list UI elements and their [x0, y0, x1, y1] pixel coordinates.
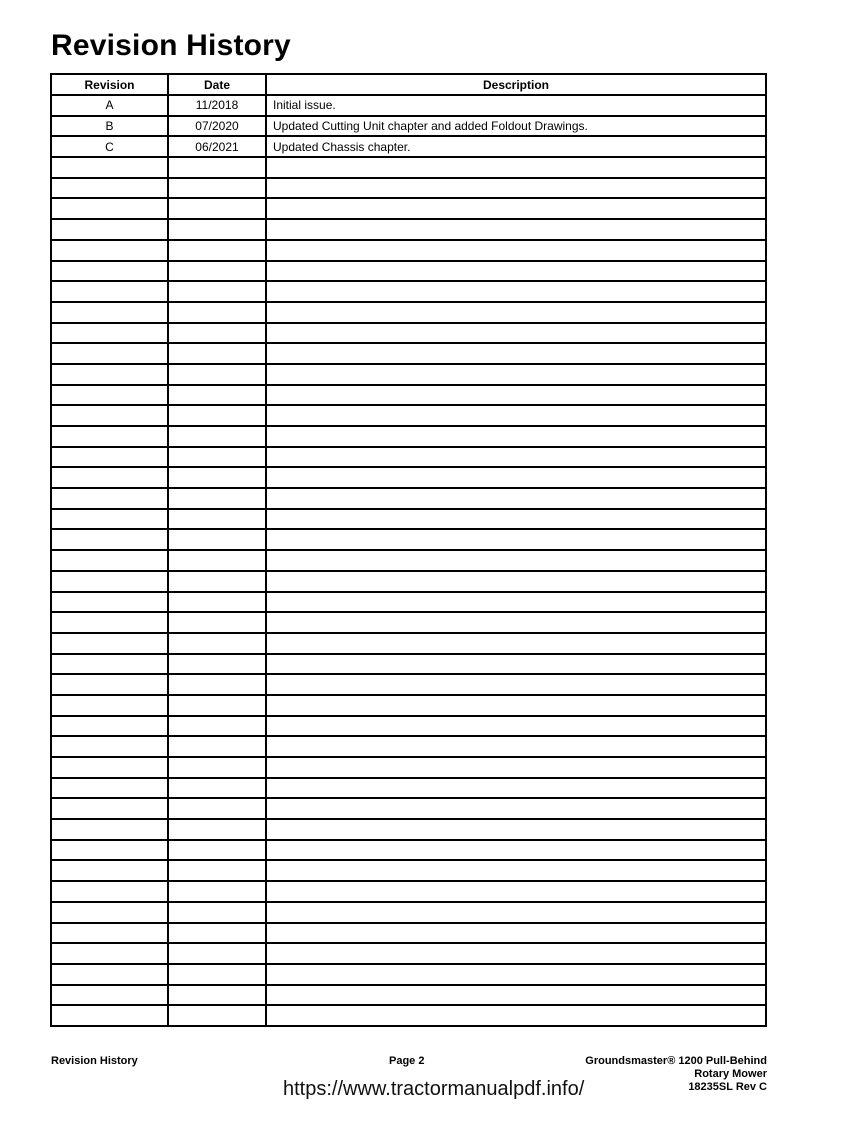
description-cell [266, 343, 766, 364]
table-row-empty [51, 157, 766, 178]
table-row-empty [51, 240, 766, 261]
revision-cell [51, 157, 168, 178]
footer-product-info [585, 1055, 767, 1094]
revision-cell [51, 529, 168, 550]
description-cell [266, 612, 766, 633]
revision-cell [51, 281, 168, 302]
date-cell [168, 840, 266, 861]
description-cell [266, 550, 766, 571]
table-row-empty [51, 757, 766, 778]
date-cell [168, 633, 266, 654]
description-cell [266, 695, 766, 716]
description-cell [266, 323, 766, 344]
revision-cell [51, 633, 168, 654]
date-cell [168, 819, 266, 840]
table-row-empty [51, 902, 766, 923]
date-cell [168, 612, 266, 633]
date-cell [168, 219, 266, 240]
table-row-empty [51, 385, 766, 406]
description-cell [266, 736, 766, 757]
column-header-description: Description [266, 74, 766, 95]
description-cell [266, 964, 766, 985]
revision-history-table [50, 73, 767, 1027]
description-cell [266, 923, 766, 944]
date-cell [168, 757, 266, 778]
table-row-empty [51, 716, 766, 737]
table-row-empty [51, 509, 766, 530]
description-cell [266, 881, 766, 902]
revision-cell [51, 240, 168, 261]
table-row-empty [51, 550, 766, 571]
description-cell [266, 281, 766, 302]
table-row-empty [51, 219, 766, 240]
revision-cell [51, 923, 168, 944]
footer-section-title: Revision History [51, 1055, 138, 1067]
date-cell [168, 343, 266, 364]
date-cell [168, 261, 266, 282]
revision-cell [51, 985, 168, 1006]
table-row-empty [51, 529, 766, 550]
date-cell [168, 654, 266, 675]
description-cell [266, 716, 766, 737]
date-cell [168, 798, 266, 819]
date-cell: 11/2018 [168, 95, 266, 116]
description-cell [266, 467, 766, 488]
table-row-empty [51, 736, 766, 757]
description-cell [266, 405, 766, 426]
table-row-empty [51, 343, 766, 364]
footer-page-number: Page 2 [389, 1055, 425, 1067]
table-row [51, 116, 766, 137]
revision-cell [51, 778, 168, 799]
revision-cell [51, 323, 168, 344]
table-row-empty [51, 592, 766, 613]
table-row [51, 95, 766, 116]
table-row-empty [51, 985, 766, 1006]
revision-cell: A [51, 95, 168, 116]
revision-cell [51, 902, 168, 923]
revision-cell [51, 405, 168, 426]
revision-cell [51, 964, 168, 985]
footer-url: https://www.tractormanualpdf.info/ [283, 1078, 585, 1100]
table-row-empty [51, 1005, 766, 1026]
description-cell: Updated Cutting Unit chapter and added Foldout Drawings. [266, 116, 766, 137]
revision-cell [51, 343, 168, 364]
date-cell [168, 674, 266, 695]
table-row [51, 136, 766, 157]
description-cell [266, 571, 766, 592]
description-cell [266, 654, 766, 675]
description-cell [266, 902, 766, 923]
description-cell [266, 488, 766, 509]
date-cell [168, 509, 266, 530]
date-cell [168, 860, 266, 881]
revision-cell [51, 219, 168, 240]
revision-cell [51, 592, 168, 613]
revision-cell [51, 1005, 168, 1026]
date-cell [168, 778, 266, 799]
date-cell [168, 364, 266, 385]
table-row-empty [51, 364, 766, 385]
table-row-empty [51, 467, 766, 488]
revision-cell [51, 612, 168, 633]
description-cell [266, 302, 766, 323]
date-cell [168, 964, 266, 985]
table-row-empty [51, 860, 766, 881]
revision-cell [51, 943, 168, 964]
revision-cell [51, 757, 168, 778]
table-row-empty [51, 654, 766, 675]
table-row-empty [51, 964, 766, 985]
table-row-empty [51, 426, 766, 447]
description-cell [266, 592, 766, 613]
description-cell [266, 426, 766, 447]
table-row-empty [51, 798, 766, 819]
date-cell [168, 923, 266, 944]
table-row-empty [51, 695, 766, 716]
table-row-empty [51, 778, 766, 799]
revision-cell [51, 716, 168, 737]
description-cell [266, 943, 766, 964]
date-cell [168, 302, 266, 323]
revision-cell [51, 840, 168, 861]
revision-cell [51, 881, 168, 902]
revision-cell [51, 198, 168, 219]
column-header-revision: Revision [51, 74, 168, 95]
page-title: Revision History [51, 29, 291, 62]
description-cell [266, 1005, 766, 1026]
table-row-empty [51, 819, 766, 840]
description-cell: Updated Chassis chapter. [266, 136, 766, 157]
revision-cell [51, 798, 168, 819]
table-row-empty [51, 571, 766, 592]
revision-cell [51, 302, 168, 323]
column-header-date: Date [168, 74, 266, 95]
table-row-empty [51, 488, 766, 509]
date-cell [168, 943, 266, 964]
revision-cell [51, 571, 168, 592]
description-cell [266, 757, 766, 778]
description-cell [266, 840, 766, 861]
description-cell [266, 157, 766, 178]
revision-cell [51, 261, 168, 282]
revision-cell [51, 385, 168, 406]
date-cell [168, 198, 266, 219]
date-cell [168, 405, 266, 426]
revision-cell [51, 819, 168, 840]
table-row-empty [51, 281, 766, 302]
date-cell [168, 467, 266, 488]
date-cell [168, 1005, 266, 1026]
table-row-empty [51, 198, 766, 219]
table-row-empty [51, 261, 766, 282]
description-cell [266, 509, 766, 530]
table-body [51, 95, 766, 1026]
date-cell [168, 385, 266, 406]
table-row-empty [51, 943, 766, 964]
description-cell [266, 178, 766, 199]
description-cell [266, 261, 766, 282]
revision-cell [51, 860, 168, 881]
date-cell [168, 281, 266, 302]
table-header-row [51, 74, 766, 95]
table-row-empty [51, 674, 766, 695]
revision-cell: B [51, 116, 168, 137]
description-cell [266, 674, 766, 695]
description-cell [266, 778, 766, 799]
revision-cell: C [51, 136, 168, 157]
description-cell [266, 385, 766, 406]
revision-cell [51, 654, 168, 675]
revision-cell [51, 736, 168, 757]
date-cell: 06/2021 [168, 136, 266, 157]
description-cell: Initial issue. [266, 95, 766, 116]
date-cell [168, 323, 266, 344]
description-cell [266, 240, 766, 261]
table-row-empty [51, 840, 766, 861]
date-cell [168, 571, 266, 592]
description-cell [266, 529, 766, 550]
footer-product-line1: Groundsmaster® 1200 Pull-Behind [585, 1055, 767, 1067]
date-cell [168, 881, 266, 902]
date-cell [168, 240, 266, 261]
revision-cell [51, 447, 168, 468]
date-cell [168, 592, 266, 613]
date-cell [168, 550, 266, 571]
description-cell [266, 198, 766, 219]
table-row-empty [51, 178, 766, 199]
table-row-empty [51, 881, 766, 902]
description-cell [266, 798, 766, 819]
table-row-empty [51, 923, 766, 944]
table-row-empty [51, 612, 766, 633]
date-cell [168, 902, 266, 923]
revision-cell [51, 509, 168, 530]
revision-cell [51, 488, 168, 509]
table-row-empty [51, 323, 766, 344]
date-cell [168, 178, 266, 199]
table-row-empty [51, 405, 766, 426]
description-cell [266, 447, 766, 468]
revision-cell [51, 695, 168, 716]
footer-product-line2: Rotary Mower [694, 1068, 767, 1080]
date-cell [168, 488, 266, 509]
date-cell [168, 695, 266, 716]
table-row-empty [51, 302, 766, 323]
date-cell [168, 447, 266, 468]
date-cell [168, 736, 266, 757]
footer-doc-number: 18235SL Rev C [688, 1081, 767, 1093]
revision-cell [51, 550, 168, 571]
description-cell [266, 219, 766, 240]
date-cell [168, 426, 266, 447]
table-row-empty [51, 633, 766, 654]
revision-cell [51, 467, 168, 488]
date-cell [168, 716, 266, 737]
date-cell [168, 157, 266, 178]
revision-cell [51, 674, 168, 695]
table-row-empty [51, 447, 766, 468]
description-cell [266, 985, 766, 1006]
revision-cell [51, 178, 168, 199]
date-cell [168, 529, 266, 550]
description-cell [266, 633, 766, 654]
date-cell: 07/2020 [168, 116, 266, 137]
description-cell [266, 364, 766, 385]
description-cell [266, 860, 766, 881]
date-cell [168, 985, 266, 1006]
revision-cell [51, 426, 168, 447]
revision-cell [51, 364, 168, 385]
description-cell [266, 819, 766, 840]
